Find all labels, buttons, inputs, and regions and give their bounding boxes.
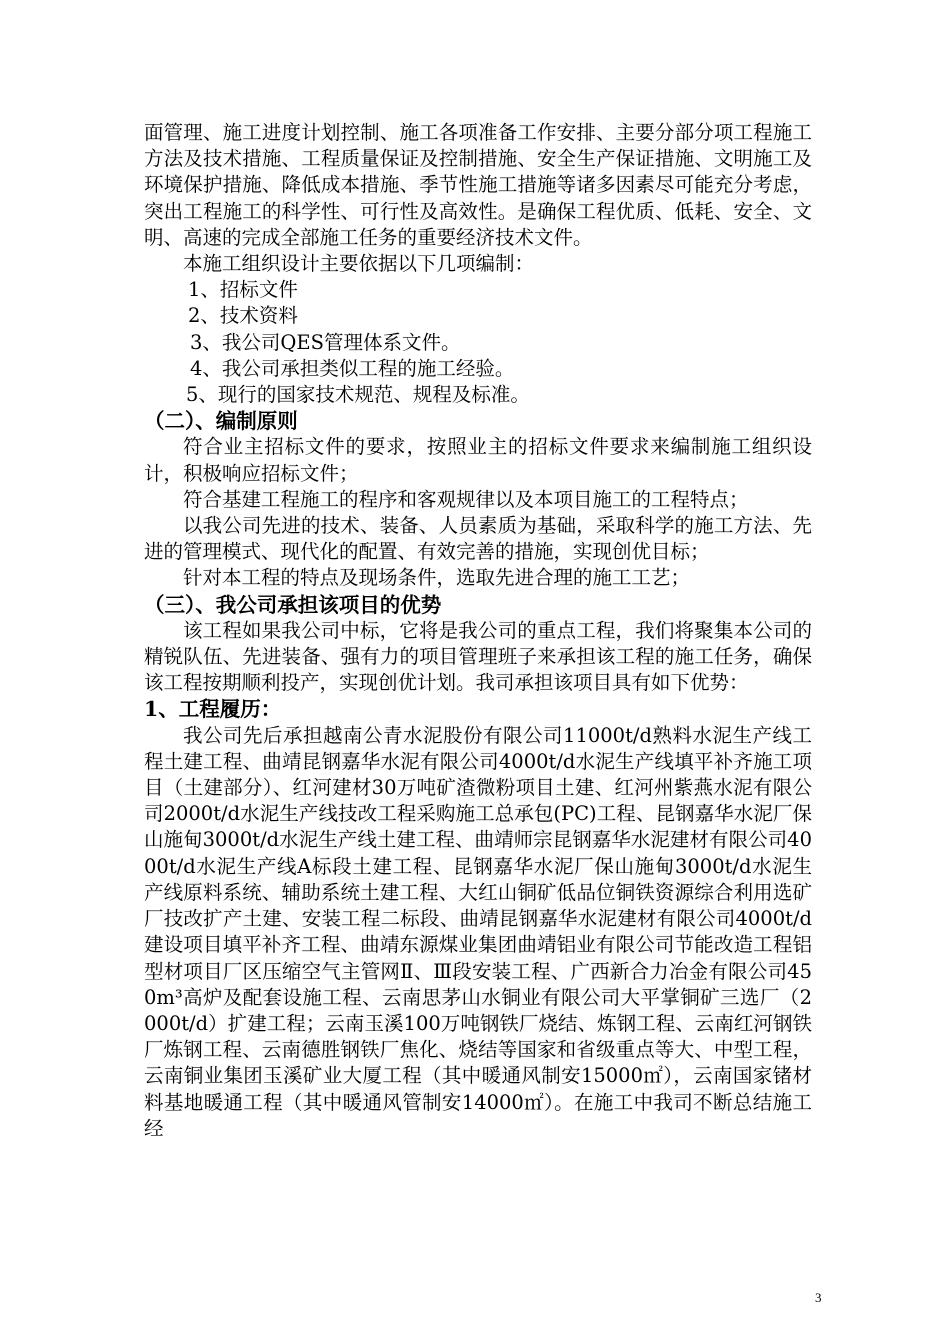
heading-advantages: （三）、我公司承担该项目的优势 [144, 592, 442, 617]
paragraph-principle-1: 符合业主招标文件的要求，按照业主的招标文件要求来编制施工组织设计，积极响应招标文件； [144, 435, 812, 485]
paragraph-principle-3: 以我公司先进的技术、装备、人员素质为基础，采取科学的施工方法、先进的管理模式、现代化的配置、有效完善的措施，实现创优目标； [144, 514, 812, 564]
heading-project-history: 1、工程履历： [144, 697, 282, 722]
paragraph-scope: 面管理、施工进度计划控制、施工各项准备工作安排、主要分部分项工程施工方法及技术措施、工程质量保证及控制措施、安全生产保证措施、文明施工及环境保护措施、降低成本措施、季节性施工措施等诸多因素尽可能充分考虑，突出工程施工的科学性、可行性及高效性。是确保工程优质、低耗、安全、文明、高速的完成全部施工任务的重要经济技术文件。 [144, 121, 812, 249]
list-item-2: 2、技术资料 [188, 304, 298, 328]
heading-principles: （二）、编制原则 [144, 409, 298, 434]
page-body [144, 120, 812, 1142]
paragraph-principle-2: 符合基建工程施工的程序和客观规律以及本项目施工的工程特点； [183, 487, 749, 511]
paragraph-advantages: 该工程如果我公司中标，它将是我公司的重点工程，我们将聚集本公司的精锐队伍、先进装备、强有力的项目管理班子来承担该工程的施工任务，确保该工程按期顺利投产，实现创优计划。我司承担该项目具有如下优势： [144, 618, 812, 695]
paragraph-project-history: 我公司先后承担越南公青水泥股份有限公司11000t/d熟料水泥生产线工程土建工程、曲靖昆钢嘉华水泥有限公司4000t/d水泥生产线填平补齐施工项目（土建部分）、红河建材30万吨矿渣微粉项目土建、红河州紫燕水泥有限公司2000t/d水泥生产线技改工程采购施工总承包(PC)工程、昆钢嘉华水泥厂保山施甸3000t/d水泥生产线土建工程、曲靖师宗昆钢嘉华水泥建材有限公司4000t/d水泥生产线A标段土建工程、昆钢嘉华水泥厂保山施甸3000t/d水泥生产线原料系统、辅助系统土建工程、大红山铜矿低品位铜铁资源综合利用选矿厂技改扩产土建、安装工程二标段、曲靖昆钢嘉华水泥建材有限公司4000t/d建设项目填平补齐工程、曲靖东源煤业集团曲靖铝业有限公司节能改造工程铝型材项目厂区压缩空气主管网Ⅱ、Ⅲ段安装工程、广西新合力冶金有限公司450m³高炉及配套设施工程、云南思茅山水铜业有限公司大平掌铜矿三选厂（2000t/d）扩建工程；云南玉溪100万吨钢铁厂烧结、炼钢工程、云南红河钢铁厂炼钢工程、云南德胜钢铁厂焦化、烧结等国家和省级重点等大、中型工程，云南铜业集团玉溪矿业大厦工程（其中暖通风制安15000㎡），云南国家锗材料基地暖通工程（其中暖通风管制安14000㎡）。在施工中我司不断总结施工经 [144, 723, 812, 1140]
paragraph-principle-4: 针对本工程的特点及现场条件，选取先进合理的施工工艺； [183, 566, 691, 590]
paragraph-basis-intro: 本施工组织设计主要依据以下几项编制： [183, 252, 535, 276]
list-item-4: 4、我公司承担类似工程的施工经验。 [190, 356, 515, 380]
page-number: 3 [815, 1290, 822, 1305]
list-item-1: 1、招标文件 [188, 278, 298, 302]
list-item-5: 5、现行的国家技术规范、规程及标准。 [186, 383, 530, 407]
list-item-3: 3、我公司QES管理体系文件。 [190, 330, 461, 354]
